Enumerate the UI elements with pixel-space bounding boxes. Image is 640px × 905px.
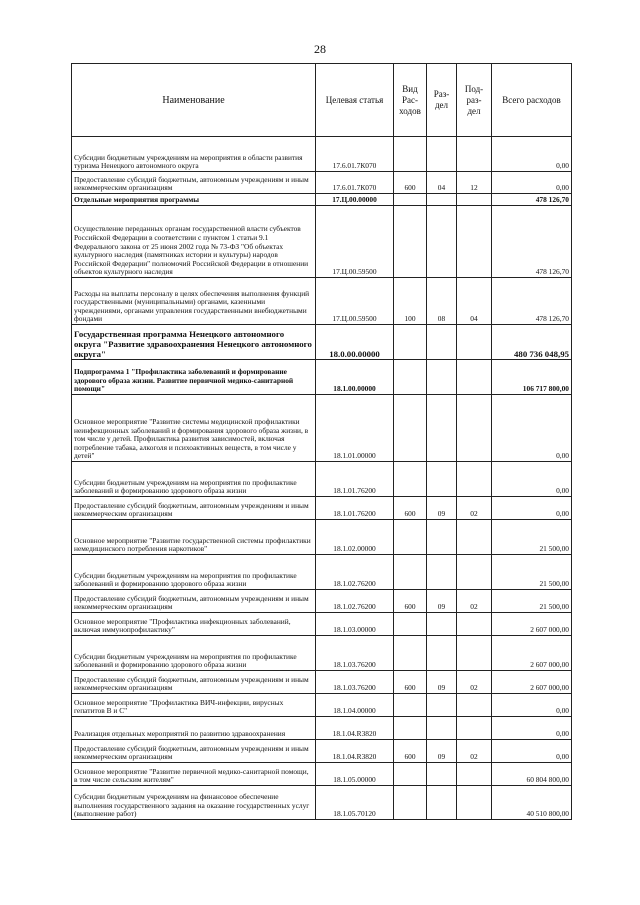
row-target-cell: 17.Ц.00.00000 xyxy=(316,194,394,206)
table-row xyxy=(72,520,572,555)
row-target-cell: 17.Ц.00.59500 xyxy=(316,206,394,278)
row-target-cell: 18.1.05.70120 xyxy=(316,786,394,820)
row-target-cell: 18.1.02.76200 xyxy=(316,590,394,613)
row-target-cell: 18.1.01.76200 xyxy=(316,462,394,497)
table-row xyxy=(72,325,572,360)
row-vid-cell: 600 xyxy=(394,740,427,763)
row-podrazdel-cell: 02 xyxy=(457,740,492,763)
row-podrazdel-cell xyxy=(457,395,492,462)
row-total-cell: 21 500,00 xyxy=(492,555,572,590)
row-podrazdel-cell xyxy=(457,137,492,172)
row-total-cell: 0,00 xyxy=(492,740,572,763)
row-vid-cell xyxy=(394,636,427,671)
table-row xyxy=(72,137,572,172)
row-podrazdel-cell xyxy=(457,555,492,590)
row-name-cell: Основное мероприятие "Профилактика инфекционных заболеваний, включая иммунопрофилактику" xyxy=(72,613,316,636)
column-header-total: Всего расходов xyxy=(492,64,572,137)
row-vid-cell: 600 xyxy=(394,590,427,613)
row-name-cell: Осуществление переданных органам государственной власти субъектов Российской Федерации в соответствии с пунктом 1 статьи 9.1 Федерального закона от 25 июня 2002 года № 73-ФЗ "Об объектах культурного наследия (памятниках истории и культуры) народов Российской Федерации" полномочий Российской Федерации в отношении объектов культурного наследия xyxy=(72,206,316,278)
row-total-cell: 0,00 xyxy=(492,137,572,172)
row-vid-cell xyxy=(394,717,427,740)
row-name-cell: Подпрограмма 1 "Профилактика заболеваний и формирование здорового образа жизни. Развитие первичной медико-санитарной помощи" xyxy=(72,360,316,395)
row-razdel-cell xyxy=(427,360,457,395)
table-row xyxy=(72,395,572,462)
row-total-cell: 21 500,00 xyxy=(492,520,572,555)
row-target-cell: 17.Ц.00.59500 xyxy=(316,278,394,325)
table-row xyxy=(72,613,572,636)
row-razdel-cell xyxy=(427,763,457,786)
row-podrazdel-cell xyxy=(457,786,492,820)
row-total-cell: 0,00 xyxy=(492,497,572,520)
table-row xyxy=(72,497,572,520)
row-podrazdel-cell xyxy=(457,636,492,671)
row-total-cell: 0,00 xyxy=(492,395,572,462)
row-total-cell: 2 607 000,00 xyxy=(492,671,572,694)
row-target-cell: 18.0.00.00000 xyxy=(316,325,394,360)
row-total-cell: 0,00 xyxy=(492,694,572,717)
row-razdel-cell xyxy=(427,694,457,717)
row-total-cell: 21 500,00 xyxy=(492,590,572,613)
column-header-razdel: Раз- дел xyxy=(427,64,457,137)
row-vid-cell xyxy=(394,786,427,820)
row-podrazdel-cell: 12 xyxy=(457,172,492,194)
row-podrazdel-cell xyxy=(457,520,492,555)
table-row xyxy=(72,172,572,194)
row-vid-cell xyxy=(394,694,427,717)
row-total-cell: 0,00 xyxy=(492,462,572,497)
budget-table xyxy=(71,63,572,820)
row-vid-cell xyxy=(394,194,427,206)
row-razdel-cell xyxy=(427,395,457,462)
row-total-cell: 478 126,70 xyxy=(492,194,572,206)
row-total-cell: 0,00 xyxy=(492,172,572,194)
row-razdel-cell xyxy=(427,206,457,278)
row-vid-cell xyxy=(394,763,427,786)
row-name-cell: Субсидии бюджетным учреждениям на мероприятия по профилактике заболеваний и формированию здорового образа жизни xyxy=(72,555,316,590)
row-vid-cell xyxy=(394,206,427,278)
row-target-cell: 18.1.00.00000 xyxy=(316,360,394,395)
row-name-cell: Основное мероприятие "Профилактика ВИЧ-инфекции, вирусных гепатитов В и С" xyxy=(72,694,316,717)
row-name-cell: Предоставление субсидий бюджетным, автономным учреждениям и иным некоммерческим организациям xyxy=(72,671,316,694)
row-target-cell: 18.1.01.76200 xyxy=(316,497,394,520)
row-total-cell: 106 717 800,00 xyxy=(492,360,572,395)
row-vid-cell xyxy=(394,137,427,172)
row-podrazdel-cell xyxy=(457,360,492,395)
column-header-vid: Вид Рас- ходов xyxy=(394,64,427,137)
row-razdel-cell xyxy=(427,462,457,497)
row-name-cell: Предоставление субсидий бюджетным, автономным учреждениям и иным некоммерческим организациям xyxy=(72,497,316,520)
row-name-cell: Предоставление субсидий бюджетным, автономным учреждениям и иным некоммерческим организациям xyxy=(72,740,316,763)
row-vid-cell: 600 xyxy=(394,172,427,194)
row-vid-cell: 600 xyxy=(394,497,427,520)
row-name-cell: Предоставление субсидий бюджетным, автономным учреждениям и иным некоммерческим организациям xyxy=(72,172,316,194)
table-row xyxy=(72,671,572,694)
row-vid-cell: 600 xyxy=(394,671,427,694)
table-row xyxy=(72,763,572,786)
row-total-cell: 0,00 xyxy=(492,717,572,740)
row-total-cell: 40 510 800,00 xyxy=(492,786,572,820)
row-podrazdel-cell xyxy=(457,206,492,278)
row-target-cell: 18.1.02.00000 xyxy=(316,520,394,555)
table-row xyxy=(72,206,572,278)
row-target-cell: 18.1.04.00000 xyxy=(316,694,394,717)
row-target-cell: 18.1.03.76200 xyxy=(316,671,394,694)
row-podrazdel-cell xyxy=(457,717,492,740)
column-header-podrazdel: Под- раз- дел xyxy=(457,64,492,137)
row-name-cell: Основное мероприятие "Развитие государственной системы профилактики немедицинского потребления наркотиков" xyxy=(72,520,316,555)
table-row xyxy=(72,555,572,590)
row-target-cell: 17.6.01.7К070 xyxy=(316,137,394,172)
table-row xyxy=(72,740,572,763)
table-header-row xyxy=(72,64,572,137)
row-name-cell: Субсидии бюджетным учреждениям на финансовое обеспечение выполнения государственного задания на оказание государственных услуг (выполнение работ) xyxy=(72,786,316,820)
row-podrazdel-cell: 02 xyxy=(457,671,492,694)
row-razdel-cell: 09 xyxy=(427,497,457,520)
row-razdel-cell: 09 xyxy=(427,740,457,763)
page-number: 28 xyxy=(314,42,326,56)
row-razdel-cell xyxy=(427,555,457,590)
row-vid-cell xyxy=(394,325,427,360)
row-razdel-cell: 08 xyxy=(427,278,457,325)
row-target-cell: 18.1.01.00000 xyxy=(316,395,394,462)
row-razdel-cell xyxy=(427,636,457,671)
row-razdel-cell xyxy=(427,613,457,636)
row-vid-cell xyxy=(394,555,427,590)
row-target-cell: 18.1.03.76200 xyxy=(316,636,394,671)
row-target-cell: 18.1.04.R3820 xyxy=(316,717,394,740)
row-total-cell: 60 804 800,00 xyxy=(492,763,572,786)
table-row xyxy=(72,278,572,325)
row-vid-cell xyxy=(394,462,427,497)
row-total-cell: 478 126,70 xyxy=(492,206,572,278)
row-name-cell: Реализация отдельных мероприятий по развитию здравоохранения xyxy=(72,717,316,740)
row-target-cell: 18.1.03.00000 xyxy=(316,613,394,636)
row-name-cell: Предоставление субсидий бюджетным, автономным учреждениям и иным некоммерческим организациям xyxy=(72,590,316,613)
row-razdel-cell xyxy=(427,194,457,206)
row-name-cell: Расходы на выплаты персоналу в целях обеспечения выполнения функций государственными (муниципальными) органами, казенными учреждениями, органами управления государственными внебюджетными фондами xyxy=(72,278,316,325)
row-total-cell: 2 607 000,00 xyxy=(492,636,572,671)
table-row xyxy=(72,360,572,395)
row-target-cell: 18.1.04.R3820 xyxy=(316,740,394,763)
table-row xyxy=(72,694,572,717)
row-name-cell: Отдельные мероприятия программы xyxy=(72,194,316,206)
row-podrazdel-cell xyxy=(457,194,492,206)
row-podrazdel-cell xyxy=(457,694,492,717)
row-total-cell: 478 126,70 xyxy=(492,278,572,325)
column-header-name: Наименование xyxy=(72,64,316,137)
table-row xyxy=(72,786,572,820)
row-razdel-cell: 09 xyxy=(427,671,457,694)
row-vid-cell: 100 xyxy=(394,278,427,325)
row-razdel-cell xyxy=(427,325,457,360)
column-header-target: Целевая статья xyxy=(316,64,394,137)
table-row xyxy=(72,636,572,671)
row-vid-cell xyxy=(394,395,427,462)
table-row xyxy=(72,717,572,740)
row-razdel-cell xyxy=(427,520,457,555)
row-target-cell: 17.6.01.7К070 xyxy=(316,172,394,194)
row-razdel-cell xyxy=(427,786,457,820)
row-razdel-cell xyxy=(427,137,457,172)
row-razdel-cell: 09 xyxy=(427,590,457,613)
row-name-cell: Основное мероприятие "Развитие системы медицинской профилактики неинфекционных заболеваний и формирования здорового образа жизни, в том числе у детей. Профилактика развития зависимостей, включая потребление табака, алкоголя и психоактивных веществ, в том числе у детей" xyxy=(72,395,316,462)
row-name-cell: Субсидии бюджетным учреждениям на мероприятия по профилактике заболеваний и формированию здорового образа жизни xyxy=(72,636,316,671)
table-row xyxy=(72,194,572,206)
table-row xyxy=(72,590,572,613)
row-name-cell: Субсидии бюджетным учреждениям на мероприятия по профилактике заболеваний и формированию здорового образа жизни xyxy=(72,462,316,497)
row-total-cell: 480 736 048,95 xyxy=(492,325,572,360)
row-vid-cell xyxy=(394,360,427,395)
row-target-cell: 18.1.02.76200 xyxy=(316,555,394,590)
row-podrazdel-cell: 02 xyxy=(457,590,492,613)
row-vid-cell xyxy=(394,613,427,636)
row-podrazdel-cell: 02 xyxy=(457,497,492,520)
row-podrazdel-cell xyxy=(457,613,492,636)
row-podrazdel-cell xyxy=(457,462,492,497)
row-name-cell: Субсидии бюджетным учреждениям на мероприятия в области развития туризма Ненецкого автономного округа xyxy=(72,137,316,172)
row-podrazdel-cell xyxy=(457,763,492,786)
row-target-cell: 18.1.05.00000 xyxy=(316,763,394,786)
row-razdel-cell xyxy=(427,717,457,740)
table-row xyxy=(72,462,572,497)
row-podrazdel-cell xyxy=(457,325,492,360)
row-name-cell: Основное мероприятие "Развитие первичной медико-санитарной помощи, в том числе сельским жителям" xyxy=(72,763,316,786)
row-razdel-cell: 04 xyxy=(427,172,457,194)
row-name-cell: Государственная программа Ненецкого автономного округа "Развитие здравоохранения Ненецкого автономного округа" xyxy=(72,325,316,360)
row-total-cell: 2 607 000,00 xyxy=(492,613,572,636)
row-podrazdel-cell: 04 xyxy=(457,278,492,325)
row-vid-cell xyxy=(394,520,427,555)
